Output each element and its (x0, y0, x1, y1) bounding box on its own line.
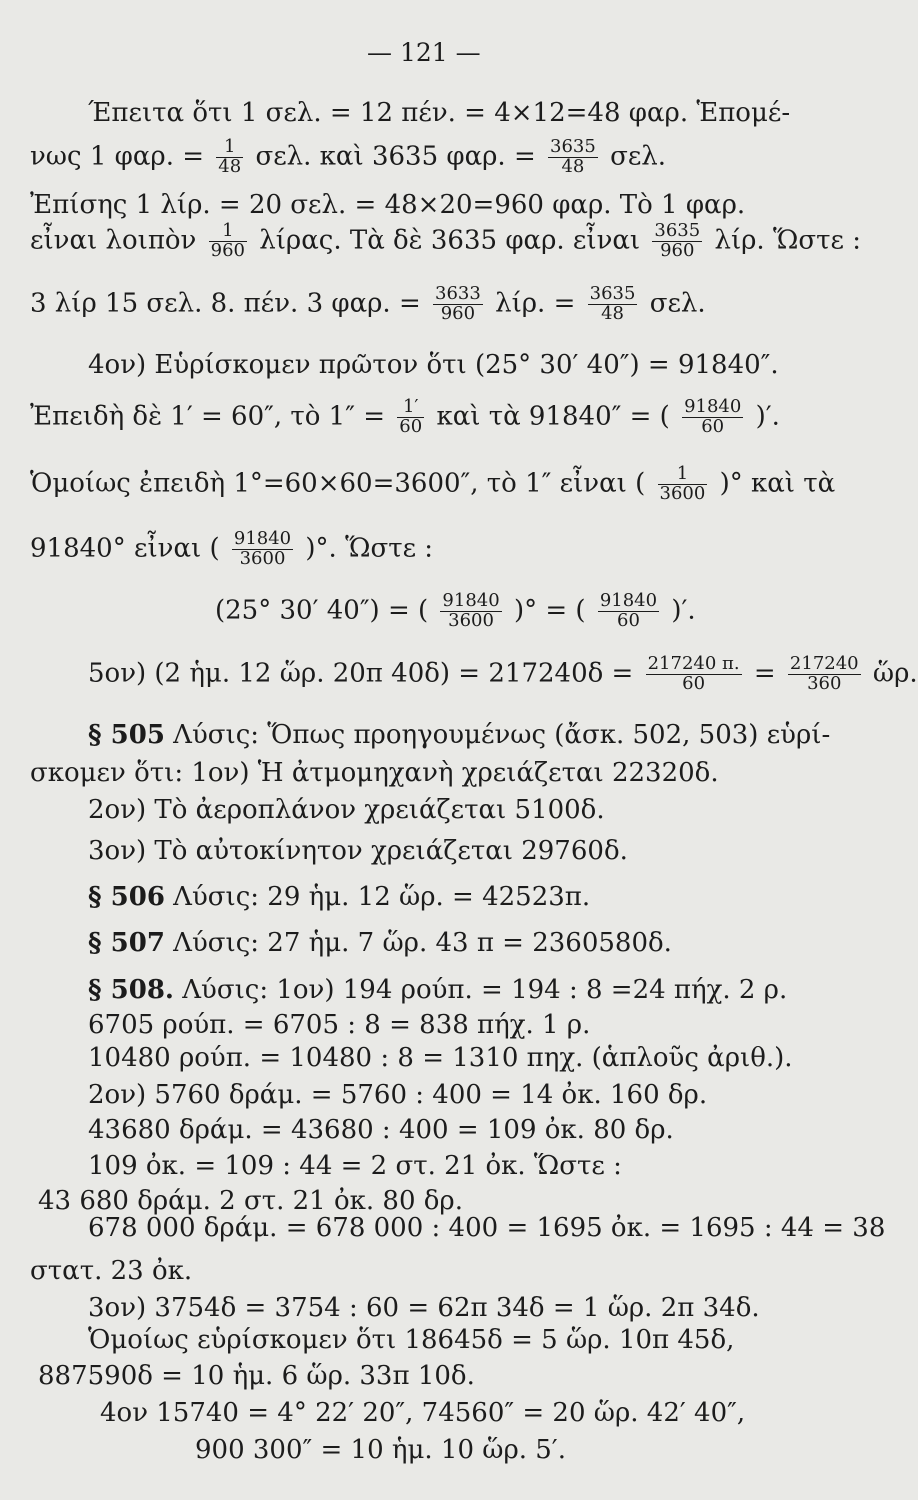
text-segment: σελ. (649, 288, 706, 319)
fraction-denominator: 48 (561, 155, 585, 177)
text-line-6: 4ον) Εὑρίσκομεν πρῶτον ὅτι (25° 30′ 40″) = 91840″. (88, 350, 779, 380)
text-line-7 (30, 398, 780, 437)
text-segment: = (753, 658, 776, 689)
text-line-16 (88, 884, 590, 910)
text-segment: Λύσις: Ὅπως προηγουμένως (ἄσκ. 502, 503) εὑρί- (164, 720, 831, 750)
text-line-1: Έπειτα ὅτι 1 σελ. = 12 πέν. = 4×12=48 φαρ. Ἑπομέ- (88, 98, 791, 128)
fraction (788, 655, 861, 694)
fraction-denominator: 3600 (239, 547, 286, 569)
text-segment: Λύσις: 1ον) 194 ρούπ. = 194 : 8 =24 πήχ. 2 ρ. (173, 975, 788, 1005)
text-line-25: 678 000 δράμ. = 678 000 : 400 = 1695 ὀκ. = 1695 : 44 = 38 (88, 1213, 886, 1243)
text-segment: 91840° εἶναι ( (30, 533, 220, 564)
text-segment: Ἐπειδὴ δὲ 1′ = 60″, τὸ 1″ = (30, 401, 385, 432)
text-line-12 (88, 722, 830, 748)
text-segment: (25° 30′ 40″) = ( (215, 595, 429, 626)
fraction-denominator: 60 (617, 609, 640, 631)
text-line-27: 3ον) 3754δ = 3754 : 60 = 62π 34δ = 1 ὥρ. 2π 34δ. (88, 1293, 760, 1323)
fraction (433, 285, 483, 324)
text-segment: σελ. (610, 141, 667, 172)
text-line-3: Ἐπίσης 1 λίρ. = 20 σελ. = 48×20=960 φαρ. Τὸ 1 φαρ. (30, 190, 746, 220)
fraction-denominator: 48 (601, 302, 624, 324)
text-line-19: 6705 ρούπ. = 6705 : 8 = 838 πήχ. 1 ρ. (88, 1010, 591, 1040)
fraction (232, 530, 293, 569)
fraction (548, 138, 598, 177)
fraction-numerator: 3633 (435, 283, 481, 304)
fraction-numerator: 217240 (789, 653, 859, 674)
fraction-numerator: 91840 (442, 590, 500, 611)
text-segment: )′. (755, 401, 780, 432)
text-line-21: 2ον) 5760 δράμ. = 5760 : 400 = 14 ὀκ. 160 δρ. (88, 1080, 708, 1110)
fraction (682, 398, 743, 437)
fraction-denominator: 960 (210, 239, 245, 261)
fraction-numerator: 1 (658, 465, 708, 485)
fraction (598, 592, 659, 631)
fraction-denominator: 60 (399, 415, 423, 437)
text-segment: Λύσις: 29 ἡμ. 12 ὥρ. = 42523π. (164, 882, 591, 912)
fraction-denominator: 60 (701, 415, 725, 437)
fraction-numerator: 91840 (684, 396, 742, 417)
text-line-26: στατ. 23 ὀκ. (30, 1256, 193, 1286)
text-line-8 (30, 465, 835, 504)
fraction-numerator: 3635 (654, 220, 701, 241)
text-segment: λίρ. Ὥστε : (714, 225, 861, 256)
text-segment: )′. (671, 595, 696, 626)
text-segment: ὥρ. (872, 658, 918, 689)
section-number: § 508. (88, 975, 174, 1005)
fraction-numerator: 1 (209, 222, 247, 242)
text-segment: )° καὶ τὰ (719, 468, 836, 499)
fraction (216, 138, 243, 177)
text-line-14: 2ον) Τὸ ἀεροπλάνον χρειάζεται 5100δ. (88, 795, 605, 825)
text-line-13: σκομεν ὅτι: 1ον) Ἡ ἀτμομηχανὴ χρειάζεται 22320δ. (30, 758, 719, 788)
section-number: § 507 (88, 928, 165, 958)
fraction-denominator: 60 (682, 672, 706, 694)
text-segment: 3 λίρ 15 σελ. 8. πέν. 3 φαρ. = (30, 288, 421, 319)
text-line-18 (88, 977, 787, 1003)
fraction-numerator: 91840 (233, 528, 292, 549)
fraction-denominator: 48 (218, 155, 242, 177)
text-segment: νως 1 φαρ. = (30, 141, 205, 172)
fraction (646, 655, 742, 694)
text-line-4 (30, 222, 861, 261)
text-line-31: 900 300″ = 10 ἡμ. 10 ὥρ. 5′. (195, 1435, 566, 1465)
text-line-29: 887590δ = 10 ἡμ. 6 ὥρ. 33π 10δ. (38, 1361, 475, 1391)
text-segment: 5ον) (2 ἡμ. 12 ὥρ. 20π 40δ) = 217240δ = (88, 658, 634, 689)
fraction-denominator: 3600 (448, 609, 494, 631)
fraction-numerator: 91840 (599, 590, 658, 611)
text-line-9 (30, 530, 433, 569)
section-number: § 505 (88, 720, 165, 750)
text-segment: λίρ. = (495, 288, 576, 319)
text-segment: Λύσις: 27 ἡμ. 7 ὥρ. 43 π = 2360580δ. (164, 928, 672, 958)
fraction (658, 465, 708, 504)
fraction-numerator: 3635 (550, 136, 596, 157)
fraction-denominator: 3600 (659, 482, 706, 504)
fraction (440, 592, 501, 631)
section-number: § 506 (88, 882, 165, 912)
text-line-22: 43680 δράμ. = 43680 : 400 = 109 ὀκ. 80 δρ. (88, 1115, 674, 1145)
fraction-denominator: 360 (807, 672, 842, 694)
text-line-20: 10480 ρούπ. = 10480 : 8 = 1310 πηχ. (ἁπλοῦς ἀριθ.). (88, 1043, 793, 1073)
fraction (588, 285, 638, 324)
fraction-numerator: 1′ (397, 398, 424, 418)
text-segment: καὶ τὰ 91840″ = ( (436, 401, 670, 432)
page-number: — 121 — (367, 38, 481, 67)
fraction-numerator: 1 (216, 138, 243, 158)
fraction-denominator: 960 (660, 239, 695, 261)
text-line-2 (30, 138, 666, 177)
text-line-17 (88, 930, 672, 956)
fraction (209, 222, 247, 261)
fraction-numerator: 217240 π. (647, 653, 740, 674)
text-line-30: 4ον 15740 = 4° 22′ 20″, 74560″ = 20 ὥρ. 42′ 40″, (100, 1398, 746, 1428)
text-segment: εἶναι λοιπὸν (30, 225, 197, 256)
fraction-numerator: 3635 (589, 283, 636, 304)
text-segment: )° = ( (513, 595, 586, 626)
text-segment: Ὁμοίως ἐπειδὴ 1°=60×60=3600″, τὸ 1″ εἶναι ( (30, 468, 646, 499)
text-segment: )°. Ὥστε : (305, 533, 434, 564)
text-line-23: 109 ὀκ. = 109 : 44 = 2 στ. 21 ὀκ. Ὥστε : (88, 1151, 622, 1181)
text-line-15: 3ον) Τὸ αὐτοκίνητον χρειάζεται 29760δ. (88, 836, 628, 866)
fraction (652, 222, 702, 261)
text-segment: σελ. καὶ 3635 φαρ. = (255, 141, 536, 172)
fraction-denominator: 960 (440, 302, 476, 324)
text-line-5 (30, 285, 706, 324)
text-segment: λίρας. Τὰ δὲ 3635 φαρ. εἶναι (259, 225, 641, 256)
fraction (397, 398, 424, 437)
text-line-10 (215, 592, 696, 631)
text-line-28: Ὁμοίως εὑρίσκομεν ὅτι 18645δ = 5 ὥρ. 10π 45δ, (88, 1325, 735, 1355)
text-line-24: 43 680 δράμ. 2 στ. 21 ὀκ. 80 δρ. (38, 1186, 463, 1216)
text-line-11 (88, 655, 918, 694)
